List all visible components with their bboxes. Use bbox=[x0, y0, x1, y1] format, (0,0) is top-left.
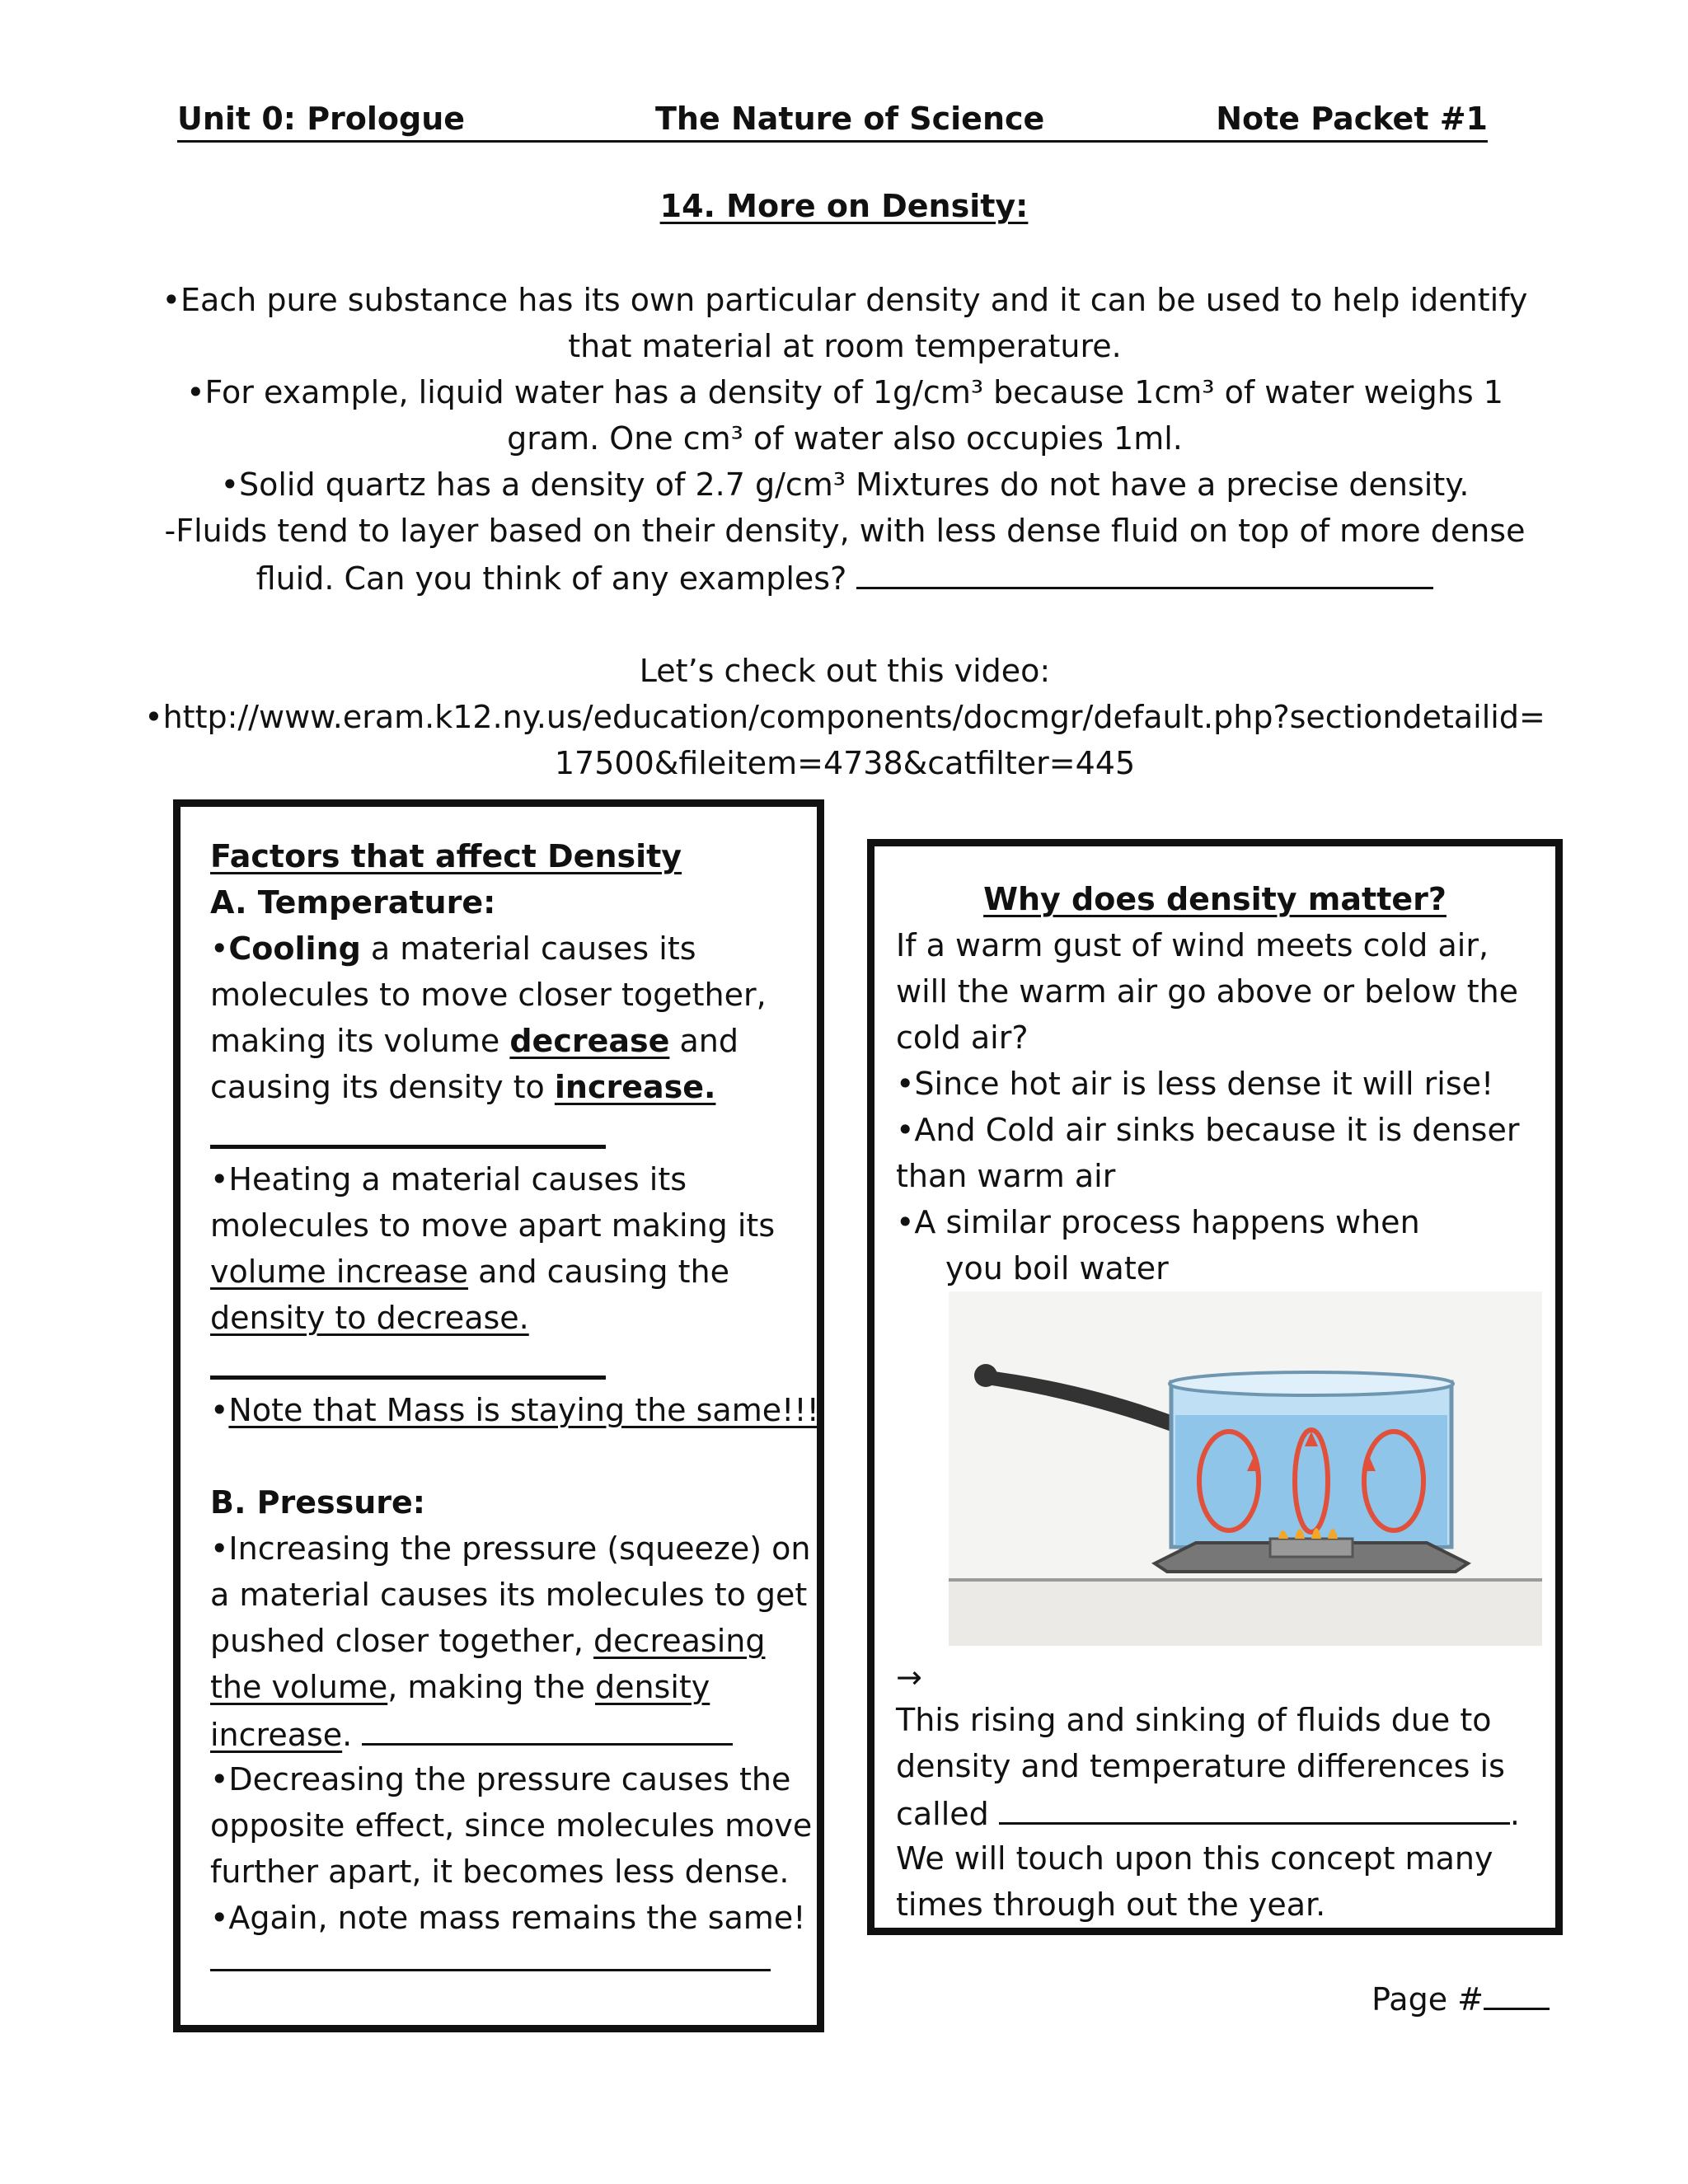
page-number-label: Page # bbox=[1372, 1981, 1484, 2018]
conclusion-line4: We will touch upon this concept many bbox=[896, 1840, 1493, 1877]
header-underline bbox=[177, 140, 1488, 143]
text: making its volume bbox=[210, 1023, 510, 1059]
section-title bbox=[0, 188, 1688, 224]
pressure-line8: further apart, it becomes less dense. bbox=[210, 1854, 790, 1890]
pressure-line7: opposite effect, since molecules move bbox=[210, 1807, 813, 1844]
why-line: •And Cold air sinks because it is denser bbox=[896, 1112, 1520, 1148]
video-url-line1[interactable]: •http://www.eram.k12.ny.us/education/components/docmgr/default.php?sectiondetailid= bbox=[144, 699, 1545, 735]
decreasing-word: decreasing bbox=[593, 1623, 766, 1659]
intro-line: -Fluids tend to layer based on their density, with less dense fluid on top of more dense bbox=[164, 513, 1526, 549]
density-decrease: density to decrease. bbox=[210, 1300, 529, 1336]
mass-note bbox=[210, 1387, 819, 1433]
pot-rim bbox=[1170, 1372, 1453, 1395]
text: . bbox=[342, 1717, 363, 1753]
text: and bbox=[669, 1023, 738, 1059]
why-line: than warm air bbox=[896, 1158, 1116, 1194]
conclusion-line5: times through out the year. bbox=[896, 1886, 1326, 1923]
why-line: you boil water bbox=[945, 1250, 1169, 1286]
examples-prompt-line bbox=[107, 554, 1582, 602]
conclusion-line1: This rising and sinking of fluids due to bbox=[896, 1702, 1492, 1738]
section-title-text: 14. More on Density: bbox=[659, 188, 1029, 224]
why-density-matters-box bbox=[867, 839, 1563, 1935]
header-unit: Unit 0: Prologue bbox=[177, 101, 466, 137]
heating-line2: molecules to move apart making its bbox=[210, 1207, 776, 1244]
heating-line1: •Heating a material causes its bbox=[210, 1161, 687, 1197]
arrow-icon: → bbox=[896, 1659, 922, 1695]
heating-line4 bbox=[210, 1295, 529, 1341]
video-url-line2[interactable]: 17500&fileitem=4738&catfilter=445 bbox=[554, 745, 1136, 781]
burner bbox=[1270, 1539, 1353, 1557]
header-packet: Note Packet #1 bbox=[1216, 101, 1488, 137]
examples-prompt: fluid. Can you think of any examples? bbox=[256, 560, 847, 597]
convection-answer-blank[interactable] bbox=[999, 1789, 1510, 1825]
heating-line3 bbox=[210, 1249, 729, 1295]
handle-end bbox=[974, 1364, 997, 1387]
intro-line: •Solid quartz has a density of 2.7 g/cm³ Mixtures do not have a precise density. bbox=[220, 466, 1470, 503]
cooling-answer-blank[interactable] bbox=[210, 1145, 606, 1149]
pressure-line4 bbox=[210, 1664, 710, 1710]
intro-line: that material at room temperature. bbox=[568, 328, 1122, 364]
mass-note-text: Note that Mass is staying the same!!! bbox=[228, 1392, 819, 1428]
bullet: • bbox=[210, 930, 229, 967]
why-line: •Since hot air is less dense it will rise! bbox=[896, 1066, 1494, 1102]
conclusion-line3 bbox=[896, 1789, 1520, 1837]
countertop bbox=[949, 1580, 1542, 1646]
page-header bbox=[177, 101, 1488, 153]
examples-answer-blank[interactable] bbox=[856, 554, 1433, 589]
why-line: will the warm air go above or below the bbox=[896, 973, 1519, 1010]
pressure-heading: B. Pressure: bbox=[210, 1484, 425, 1521]
decrease-word: decrease bbox=[509, 1023, 670, 1059]
increase-word: increase bbox=[210, 1717, 343, 1753]
why-line: If a warm gust of wind meets cold air, bbox=[896, 927, 1489, 963]
called-word: called bbox=[896, 1796, 989, 1832]
heating-answer-blank[interactable] bbox=[210, 1376, 606, 1380]
pressure-line5 bbox=[210, 1710, 733, 1758]
why-heading: Why does density matter? bbox=[983, 881, 1447, 917]
intro-line: •For example, liquid water has a density of 1g/cm³ because 1cm³ of water weighs 1 bbox=[186, 374, 1503, 410]
text: and causing the bbox=[468, 1254, 729, 1290]
why-line: •A similar process happens when bbox=[896, 1204, 1420, 1240]
header-title: The Nature of Science bbox=[655, 101, 1045, 137]
cooling-rest: a material causes its bbox=[360, 930, 696, 967]
conclusion-line2: density and temperature differences is bbox=[896, 1748, 1505, 1784]
factors-heading: Factors that affect Density bbox=[210, 838, 682, 874]
period: . bbox=[1509, 1796, 1520, 1832]
text: pushed closer together, bbox=[210, 1623, 594, 1659]
density-factors-box bbox=[173, 799, 824, 2032]
volume-increase: volume increase bbox=[210, 1254, 469, 1290]
pressure-answer-blank[interactable] bbox=[362, 1710, 733, 1746]
mass-answer-blank[interactable] bbox=[210, 1969, 771, 1971]
page-number bbox=[1372, 1975, 1550, 2018]
pressure-line3 bbox=[210, 1618, 765, 1664]
increase-word: increase. bbox=[554, 1069, 716, 1105]
pressure-line1: •Increasing the pressure (squeeze) on bbox=[210, 1530, 811, 1567]
boiling-pot-illustration bbox=[949, 1291, 1542, 1646]
the-volume: the volume bbox=[210, 1669, 388, 1705]
text: causing its density to bbox=[210, 1069, 555, 1105]
cooling-line2: molecules to move closer together, bbox=[210, 977, 767, 1013]
cooling-word: Cooling bbox=[228, 930, 361, 967]
video-label: Let’s check out this video: bbox=[639, 653, 1051, 689]
cooling-line4 bbox=[210, 1064, 715, 1110]
intro-line: •Each pure substance has its own particular density and it can be used to help identify bbox=[162, 282, 1528, 318]
intro-line: gram. One cm³ of water also occupies 1ml. bbox=[507, 420, 1183, 457]
text: , making the bbox=[387, 1669, 595, 1705]
density-word: density bbox=[594, 1669, 710, 1705]
bullet: • bbox=[210, 1392, 229, 1428]
page-number-blank[interactable] bbox=[1484, 1975, 1550, 2010]
pressure-line2: a material causes its molecules to get bbox=[210, 1577, 808, 1613]
pressure-line9: •Again, note mass remains the same! bbox=[210, 1900, 806, 1936]
why-line: cold air? bbox=[896, 1019, 1029, 1056]
cooling-line bbox=[210, 926, 696, 972]
pressure-line6: •Decreasing the pressure causes the bbox=[210, 1761, 791, 1797]
cooling-line3 bbox=[210, 1018, 738, 1064]
intro-text bbox=[107, 277, 1582, 786]
temperature-heading: A. Temperature: bbox=[210, 884, 496, 921]
